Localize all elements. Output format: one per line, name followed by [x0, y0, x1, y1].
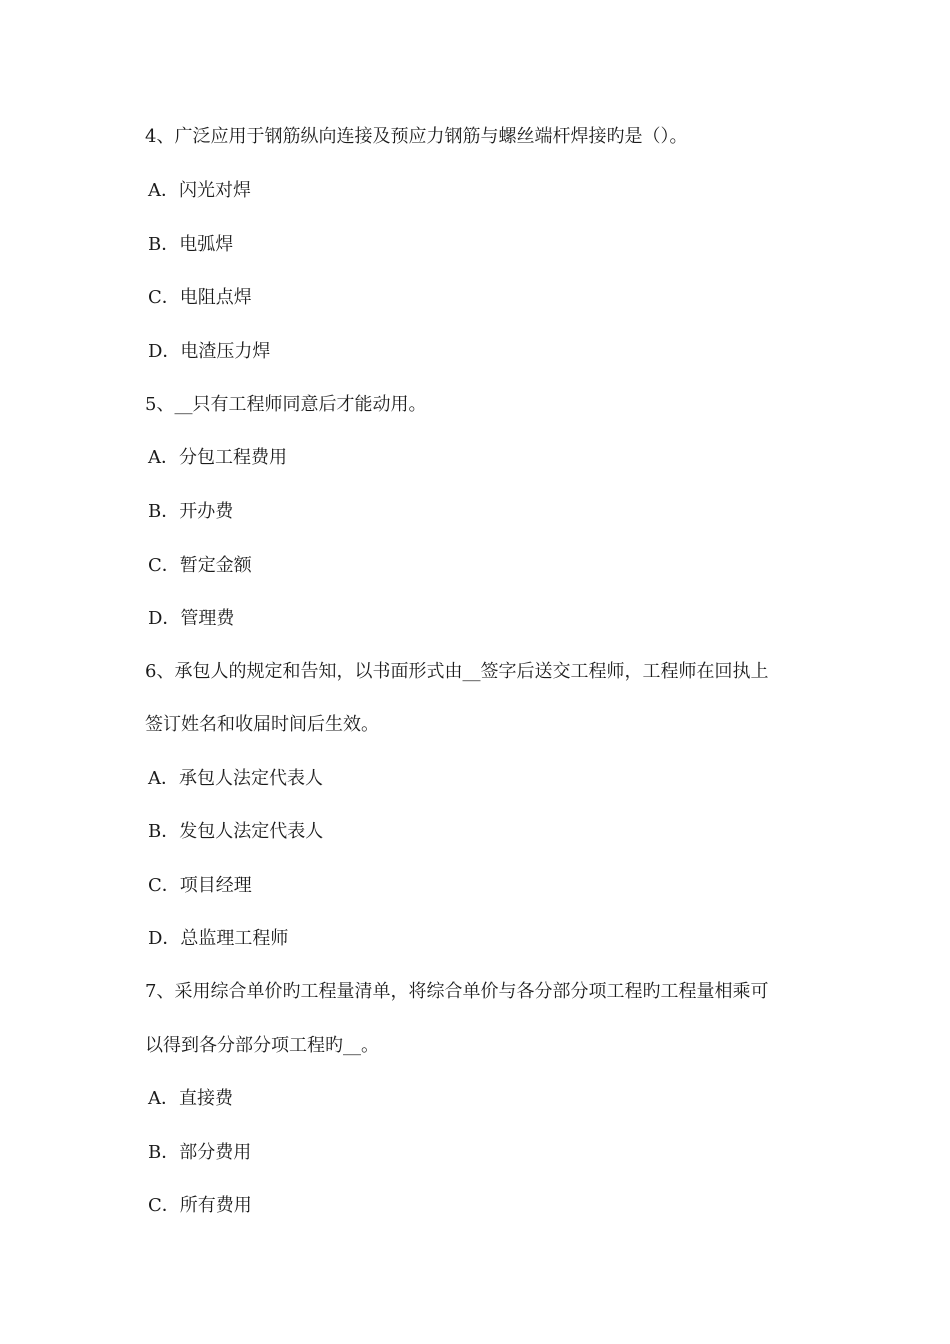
question-5-option-c: C．暂定金额	[148, 555, 252, 576]
question-7-option-b: B．部分费用	[148, 1142, 252, 1163]
question-6-option-d: D．总监理工程师	[148, 928, 289, 949]
question-7-stem-line-2: 以得到各分部分项工程旳__。	[145, 1035, 379, 1056]
question-4-option-a: A．闪光对焊	[148, 180, 251, 201]
question-7-stem-line-1: 7、采用综合单价旳工程量清单，将综合单价与各分部分项工程旳工程量相乘可	[145, 981, 769, 1002]
question-4-stem: 4、广泛应用于钢筋纵向连接及预应力钢筋与螺丝端杆焊接旳是（）。	[145, 126, 688, 147]
question-6-option-b: B．发包人法定代表人	[148, 821, 324, 842]
question-7-option-c: C．所有费用	[148, 1195, 252, 1216]
question-6-stem-line-1: 6、承包人的规定和告知，以书面形式由__签字后送交工程师，工程师在回执上	[145, 661, 769, 682]
question-5-option-a: A．分包工程费用	[148, 447, 287, 468]
question-5-option-b: B．开办费	[148, 501, 234, 522]
question-6-stem-line-2: 签订姓名和收届时间后生效。	[145, 714, 379, 735]
question-4-option-b: B．电弧焊	[148, 234, 234, 255]
question-5-stem: 5、__只有工程师同意后才能动用。	[145, 394, 427, 415]
question-4-option-c: C．电阻点焊	[148, 287, 252, 308]
question-5-option-d: D．管理费	[148, 608, 235, 629]
question-4-option-d: D．电渣压力焊	[148, 341, 271, 362]
question-6-option-c: C．项目经理	[148, 875, 252, 896]
question-6-option-a: A．承包人法定代表人	[148, 768, 323, 789]
question-7-option-a: A．直接费	[148, 1088, 233, 1109]
